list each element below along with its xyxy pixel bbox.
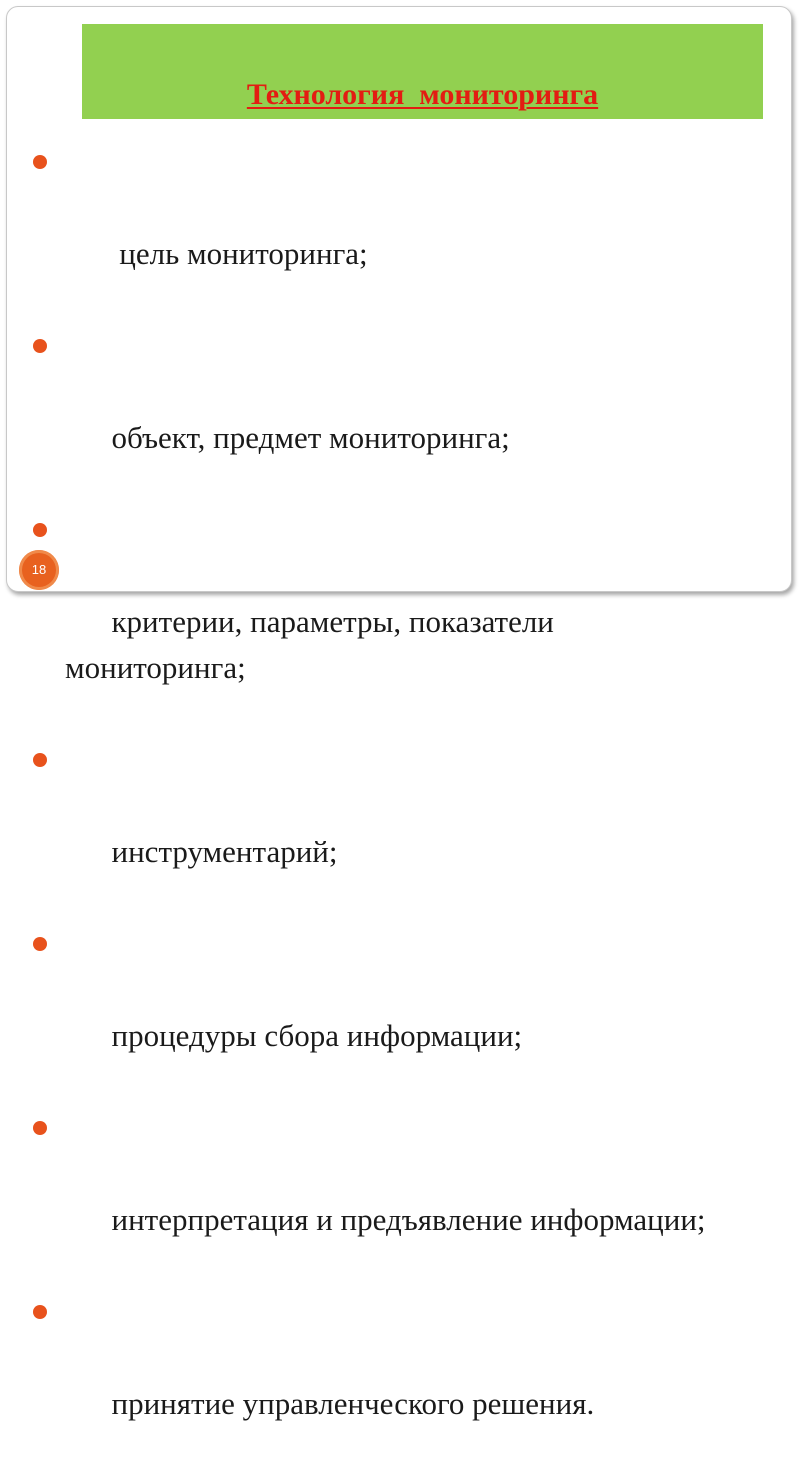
bullet-item-tools xyxy=(31,737,781,921)
bullet-text: принятие управленческого решения. xyxy=(111,1386,595,1421)
bullet-text: критерии, параметры, показатели мониторинга; xyxy=(65,604,554,685)
bullet-item-interpretation xyxy=(31,1105,781,1289)
bullet-dot-icon xyxy=(33,753,47,767)
bullet-dot-icon xyxy=(33,1121,47,1135)
bullet-item-procedures xyxy=(31,921,781,1105)
slide xyxy=(6,6,792,1421)
bullet-item-criteria xyxy=(31,507,781,737)
bullet-dot-icon xyxy=(33,1305,47,1319)
bullet-dot-icon xyxy=(33,937,47,951)
slide-title: Технология мониторинга xyxy=(246,78,599,111)
bullet-item-decision xyxy=(31,1289,781,1473)
bullet-dot-icon xyxy=(33,523,47,537)
title-banner xyxy=(82,24,763,119)
bullet-item-goal xyxy=(31,139,781,323)
bullet-text: процедуры сбора информации; xyxy=(111,1018,523,1053)
page-number-badge: 18 xyxy=(19,550,59,590)
bullet-text: интерпретация и предъявление информации; xyxy=(111,1202,706,1237)
bullet-text: объект, предмет мониторинга; xyxy=(111,420,510,455)
bullet-text: инструментарий; xyxy=(111,834,338,869)
bullet-dot-icon xyxy=(33,155,47,169)
bullet-text: цель мониторинга; xyxy=(111,236,368,271)
bullet-dot-icon xyxy=(33,339,47,353)
bullet-list xyxy=(31,139,781,1473)
bullet-item-object xyxy=(31,323,781,507)
